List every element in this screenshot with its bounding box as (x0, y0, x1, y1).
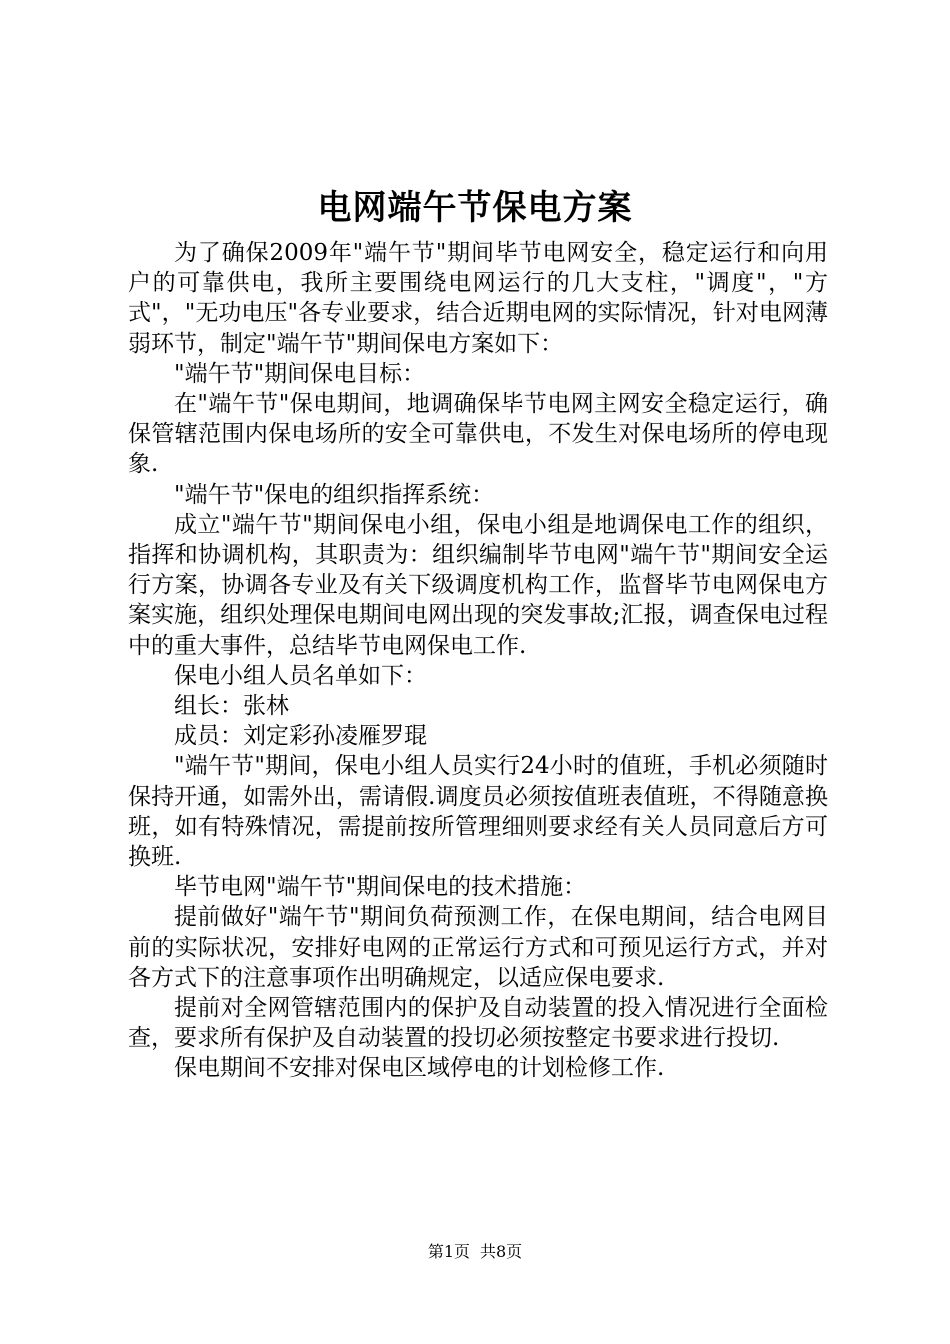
paragraph-protection-check: 提前对全网管辖范围内的保护及自动装置的投入情况进行全面检查，要求所有保护及自动装置的投切必须按整定书要求进行投切. (128, 995, 828, 1052)
document-body (128, 238, 828, 1084)
paragraph-organization: 成立"端午节"期间保电小组，保电小组是地调保电工作的组织，指挥和协调机构，其职责为：组织编制毕节电网"端午节"期间安全运行方案，协调各专业及有关下级调度机构工作，监督毕节电网保电方案实施，组织处理保电期间电网出现的突发事故;汇报，调查保电过程中的重大事件，总结毕节电网保电工作. (128, 511, 828, 659)
page-number: 第1页 (427, 1242, 470, 1261)
page-footer (0, 1241, 950, 1263)
paragraph-technical-heading: 毕节电网"端午节"期间保电的技术措施： (174, 874, 587, 901)
document-title: 电网端午节保电方案 (317, 188, 633, 228)
paragraph-members: 成员：刘定彩孙凌雁罗琨 (174, 723, 427, 750)
paragraph-leader: 组长：张林 (174, 693, 289, 720)
paragraph-duty: "端午节"期间，保电小组人员实行24小时的值班，手机必须随时保持开通，如需外出，需请假.调度员必须按值班表值班，不得随意换班，如有特殊情况，需提前按所管理细则要求经有关人员同意后方可换班. (128, 753, 828, 871)
paragraph-member-list-heading: 保电小组人员名单如下： (174, 662, 427, 689)
paragraph-organization-heading: "端午节"保电的组织指挥系统： (174, 481, 495, 508)
paragraph-goal: 在"端午节"保电期间，地调确保毕节电网主网安全稳定运行，确保管辖范围内保电场所的安全可靠供电，不发生对保电场所的停电现象. (128, 391, 828, 478)
paragraph-goal-heading: "端午节"期间保电目标： (174, 360, 426, 387)
paragraph-maintenance: 保电期间不安排对保电区域停电的计划检修工作. (174, 1055, 665, 1082)
paragraph-load-forecast: 提前做好"端午节"期间负荷预测工作，在保电期间，结合电网目前的实际状况，安排好电网的正常运行方式和可预见运行方式，并对各方式下的注意事项作出明确规定，以适应保电要求. (128, 904, 828, 991)
page-total: 共8页 (480, 1242, 523, 1261)
paragraph-intro: 为了确保2009年"端午节"期间毕节电网安全，稳定运行和向用户的可靠供电，我所主要围绕电网运行的几大支柱，"调度"，"方式"，"无功电压"各专业要求，结合近期电网的实际情况，针对电网薄弱环节，制定"端午节"期间保电方案如下： (128, 240, 828, 357)
